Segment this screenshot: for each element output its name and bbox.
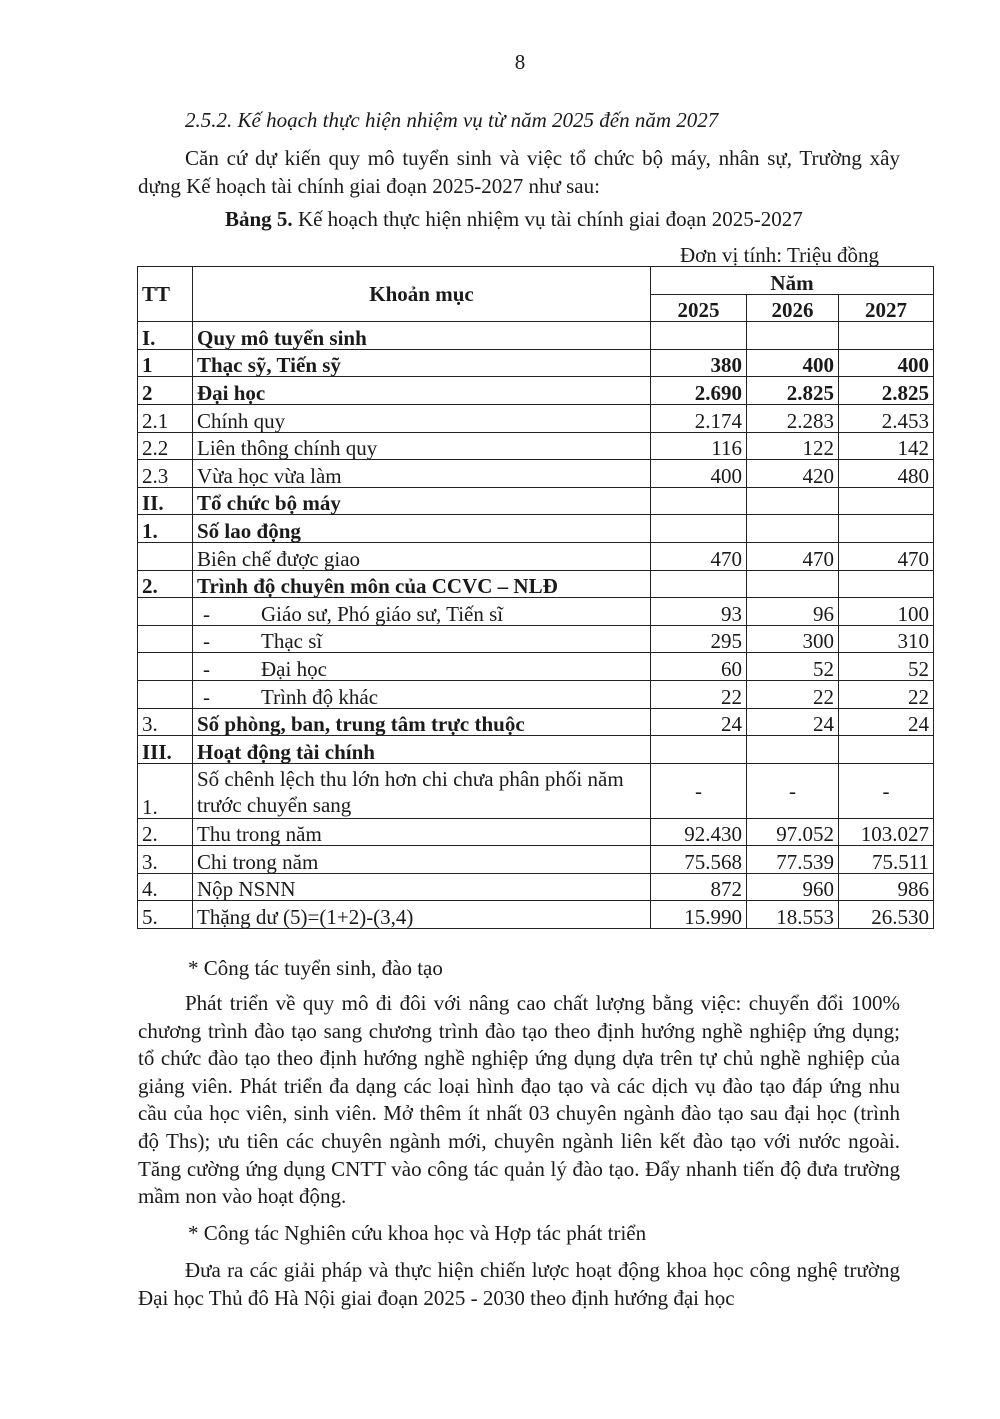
row-value-2026: 300 bbox=[747, 625, 839, 653]
row-tt: III. bbox=[138, 736, 193, 764]
row-tt: 2.3 bbox=[138, 460, 193, 488]
row-tt: 2. bbox=[138, 818, 193, 846]
table-row bbox=[138, 846, 934, 874]
row-tt: 2 bbox=[138, 377, 193, 405]
table-caption bbox=[225, 207, 803, 232]
row-value-2025: 2.690 bbox=[651, 377, 747, 405]
row-tt: 4. bbox=[138, 873, 193, 901]
table-row bbox=[138, 322, 934, 350]
training-section-title: * Công tác tuyển sinh, đào tạo bbox=[188, 956, 443, 980]
table-row bbox=[138, 432, 934, 460]
row-item bbox=[193, 598, 651, 626]
row-value-2027 bbox=[839, 736, 934, 764]
row-value-2025: 75.568 bbox=[651, 846, 747, 874]
row-value-2026 bbox=[747, 487, 839, 515]
table-row bbox=[138, 349, 934, 377]
row-value-2025: 872 bbox=[651, 873, 747, 901]
table-caption-label: Bảng 5. bbox=[225, 207, 293, 231]
row-value-2026: 420 bbox=[747, 460, 839, 488]
row-item: Chính quy bbox=[193, 404, 651, 432]
table-row bbox=[138, 460, 934, 488]
row-tt: 2. bbox=[138, 570, 193, 598]
header-year: 2026 bbox=[747, 294, 839, 322]
row-value-2026: 2.283 bbox=[747, 404, 839, 432]
row-tt bbox=[138, 542, 193, 570]
row-item-text: Thạc sĩ bbox=[261, 629, 323, 654]
table-body bbox=[138, 322, 934, 929]
table-row bbox=[138, 487, 934, 515]
row-value-2027: 142 bbox=[839, 432, 934, 460]
row-value-2027: 22 bbox=[839, 680, 934, 708]
row-tt bbox=[138, 598, 193, 626]
row-value-2025: 400 bbox=[651, 460, 747, 488]
header-tt: TT bbox=[138, 267, 193, 322]
row-item: Thạc sỹ, Tiến sỹ bbox=[193, 349, 651, 377]
unit-note: Đơn vị tính: Triệu đồng bbox=[680, 243, 879, 267]
training-section-text: Phát triển về quy mô đi đôi với nâng cao chất lượng bằng việc: chuyển đổi 100% chương trình đào tạo sang chương trình đào tạo theo định hướng nghề nghiệp ứng dụng; tổ chức đào tạo theo định hướng nghề nghiệp ứng dụng dựa trên tự chủ nghề nghiệp của giảng viên. Phát triển đa dạng các loại hình đạo tạo và các dịch vụ đào tạo đáp ứng nhu cầu của học viên, sinh viên. Mở thêm ít nhất 03 chuyên ngành đào tạo sau đại học (trình độ Ths); ưu tiên các chuyên ngành mới, chuyên ngành liên kết đào tạo với nước ngoài. Tăng cường ứng dụng CNTT vào công tác quản lý đào tạo. Đẩy nhanh tiến độ đưa trường mầm non vào hoạt động. bbox=[138, 991, 900, 1209]
header-year: 2025 bbox=[651, 294, 747, 322]
row-value-2027: 75.511 bbox=[839, 846, 934, 874]
row-item: Chi trong năm bbox=[193, 846, 651, 874]
row-dash: - bbox=[203, 629, 210, 654]
row-value-2026: 2.825 bbox=[747, 377, 839, 405]
row-tt bbox=[138, 653, 193, 681]
row-value-2025 bbox=[651, 736, 747, 764]
financial-plan-table bbox=[137, 266, 934, 929]
row-value-2025: 24 bbox=[651, 708, 747, 736]
row-item bbox=[193, 625, 651, 653]
row-value-2027: 100 bbox=[839, 598, 934, 626]
table-header bbox=[138, 267, 934, 322]
row-value-2026: 96 bbox=[747, 598, 839, 626]
table-row bbox=[138, 873, 934, 901]
row-item: Liên thông chính quy bbox=[193, 432, 651, 460]
row-value-2025 bbox=[651, 322, 747, 350]
research-section-text: Đưa ra các giải pháp và thực hiện chiến lược hoạt động khoa học công nghệ trường Đại học Thủ đô Hà Nội giai đoạn 2025 - 2030 theo định hướng đại học bbox=[138, 1258, 900, 1310]
row-value-2026 bbox=[747, 736, 839, 764]
row-value-2027: 480 bbox=[839, 460, 934, 488]
row-item: Thu trong năm bbox=[193, 818, 651, 846]
row-value-2025: 2.174 bbox=[651, 404, 747, 432]
row-value-2026 bbox=[747, 515, 839, 543]
row-value-2025: - bbox=[651, 763, 747, 818]
table-row bbox=[138, 570, 934, 598]
row-item: Số chênh lệch thu lớn hơn chi chưa phân phối năm trước chuyển sang bbox=[193, 763, 651, 818]
table-row bbox=[138, 377, 934, 405]
row-item: Số phòng, ban, trung tâm trực thuộc bbox=[193, 708, 651, 736]
table-row bbox=[138, 680, 934, 708]
table-row bbox=[138, 515, 934, 543]
table-row bbox=[138, 763, 934, 818]
row-value-2027: 103.027 bbox=[839, 818, 934, 846]
row-item-text: Trình độ khác bbox=[261, 684, 379, 709]
row-value-2026 bbox=[747, 570, 839, 598]
row-value-2026: 470 bbox=[747, 542, 839, 570]
section-heading: 2.5.2. Kế hoạch thực hiện nhiệm vụ từ năm 2025 đến năm 2027 bbox=[185, 108, 719, 132]
row-tt: I. bbox=[138, 322, 193, 350]
row-tt: 1 bbox=[138, 349, 193, 377]
row-item: Đại học bbox=[193, 377, 651, 405]
row-tt: 3. bbox=[138, 708, 193, 736]
row-item-text: Giáo sư, Phó giáo sư, Tiến sĩ bbox=[261, 601, 504, 626]
row-item bbox=[193, 680, 651, 708]
row-item bbox=[193, 653, 651, 681]
row-value-2026: 77.539 bbox=[747, 846, 839, 874]
row-value-2025: 380 bbox=[651, 349, 747, 377]
row-dash: - bbox=[203, 684, 210, 709]
row-value-2027: 310 bbox=[839, 625, 934, 653]
row-item: Vừa học vừa làm bbox=[193, 460, 651, 488]
row-value-2025: 93 bbox=[651, 598, 747, 626]
row-value-2027: 2.453 bbox=[839, 404, 934, 432]
row-value-2026: 24 bbox=[747, 708, 839, 736]
row-tt bbox=[138, 680, 193, 708]
row-dash: - bbox=[203, 601, 210, 626]
row-tt: 5. bbox=[138, 901, 193, 929]
row-tt: II. bbox=[138, 487, 193, 515]
row-value-2026: 18.553 bbox=[747, 901, 839, 929]
table-row bbox=[138, 901, 934, 929]
row-value-2026: 122 bbox=[747, 432, 839, 460]
row-tt: 1. bbox=[138, 763, 193, 818]
row-value-2025: 15.990 bbox=[651, 901, 747, 929]
row-value-2027: 2.825 bbox=[839, 377, 934, 405]
row-value-2026: 960 bbox=[747, 873, 839, 901]
row-value-2025 bbox=[651, 487, 747, 515]
row-value-2027: 470 bbox=[839, 542, 934, 570]
table-row bbox=[138, 818, 934, 846]
row-item: Số lao động bbox=[193, 515, 651, 543]
row-value-2025 bbox=[651, 570, 747, 598]
row-value-2026: 22 bbox=[747, 680, 839, 708]
row-item: Thặng dư (5)=(1+2)-(3,4) bbox=[193, 901, 651, 929]
row-value-2027: 52 bbox=[839, 653, 934, 681]
row-value-2027 bbox=[839, 487, 934, 515]
row-value-2025: 116 bbox=[651, 432, 747, 460]
table-row bbox=[138, 653, 934, 681]
table-row bbox=[138, 404, 934, 432]
row-value-2027: 986 bbox=[839, 873, 934, 901]
research-section-title: * Công tác Nghiên cứu khoa học và Hợp tác phát triển bbox=[188, 1221, 647, 1245]
row-value-2027: 400 bbox=[839, 349, 934, 377]
row-item: Nộp NSNN bbox=[193, 873, 651, 901]
row-value-2027: 26.530 bbox=[839, 901, 934, 929]
row-value-2027: 24 bbox=[839, 708, 934, 736]
row-value-2027 bbox=[839, 322, 934, 350]
row-item: Hoạt động tài chính bbox=[193, 736, 651, 764]
row-value-2026: 97.052 bbox=[747, 818, 839, 846]
row-value-2025: 470 bbox=[651, 542, 747, 570]
row-tt: 2.2 bbox=[138, 432, 193, 460]
row-item: Trình độ chuyên môn của CCVC – NLĐ bbox=[193, 570, 651, 598]
row-value-2026: 52 bbox=[747, 653, 839, 681]
row-value-2026: 400 bbox=[747, 349, 839, 377]
row-item-text: Đại học bbox=[261, 656, 327, 681]
row-value-2026: - bbox=[747, 763, 839, 818]
row-tt bbox=[138, 625, 193, 653]
row-dash: - bbox=[203, 656, 210, 681]
row-value-2025: 60 bbox=[651, 653, 747, 681]
table-row bbox=[138, 598, 934, 626]
row-item: Quy mô tuyển sinh bbox=[193, 322, 651, 350]
table-row bbox=[138, 736, 934, 764]
table-row bbox=[138, 542, 934, 570]
row-tt: 1. bbox=[138, 515, 193, 543]
row-value-2025: 92.430 bbox=[651, 818, 747, 846]
intro-paragraph: Căn cứ dự kiến quy mô tuyển sinh và việc tổ chức bộ máy, nhân sự, Trường xây dựng Kế hoạch tài chính giai đoạn 2025-2027 như sau: bbox=[138, 146, 900, 198]
row-tt: 3. bbox=[138, 846, 193, 874]
row-value-2027 bbox=[839, 515, 934, 543]
row-value-2025 bbox=[651, 515, 747, 543]
table-caption-text: Kế hoạch thực hiện nhiệm vụ tài chính giai đoạn 2025-2027 bbox=[292, 207, 803, 231]
row-value-2026 bbox=[747, 322, 839, 350]
row-item: Biên chế được giao bbox=[193, 542, 651, 570]
row-item: Tổ chức bộ máy bbox=[193, 487, 651, 515]
row-value-2027: - bbox=[839, 763, 934, 818]
table-row bbox=[138, 708, 934, 736]
header-year-group: Năm bbox=[651, 267, 934, 295]
row-value-2027 bbox=[839, 570, 934, 598]
row-value-2025: 22 bbox=[651, 680, 747, 708]
row-tt: 2.1 bbox=[138, 404, 193, 432]
header-item: Khoản mục bbox=[193, 267, 651, 322]
header-year: 2027 bbox=[839, 294, 934, 322]
page-number: 8 bbox=[514, 50, 526, 74]
row-value-2025: 295 bbox=[651, 625, 747, 653]
table-row bbox=[138, 625, 934, 653]
